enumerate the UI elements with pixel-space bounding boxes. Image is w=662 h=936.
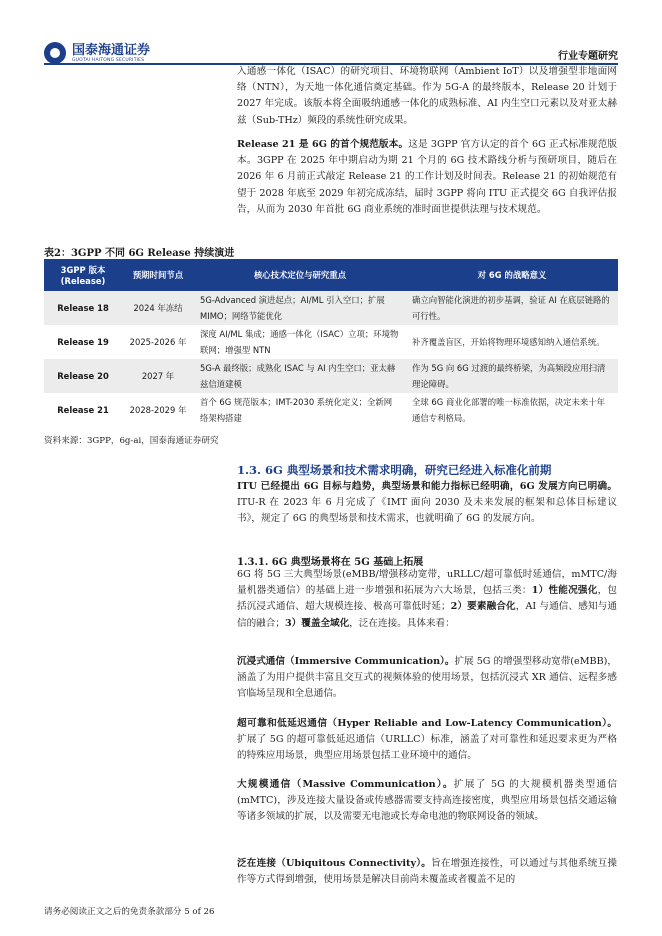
s131-bold-2: 2）要素融合化 xyxy=(450,601,516,613)
cell-release: Release 21 xyxy=(57,405,109,415)
cell-release: Release 20 xyxy=(44,359,122,393)
cell-time: 2025-2026 年 xyxy=(129,337,187,347)
scenario-immersive xyxy=(237,654,617,703)
cell-focus: 5G-Advanced 演进起点；AI/ML 引入空口；扩展 MIMO；网络节能优化 xyxy=(194,291,406,325)
scenario-text: 扩展了 5G 的大规模机器类型通信(mMTC)，涉及连接大量设备或传感器需要支持高连接密度，典型应用场景包括交通运输等诸多领域的扩展，以及需要无电池或长寿命电池的物联网设备的领域。 xyxy=(237,779,617,823)
release-table xyxy=(44,259,618,427)
table-row xyxy=(44,359,618,393)
col-header-meaning: 对 6G 的战略意义 xyxy=(406,259,618,291)
scenario-text: 扩展 5G 的增强型移动宽带(eMBB)，涵盖了为用户提供丰富且交互式的视频体验的使用场景，包括沉浸式 XR 通信、远程多感官临场呈现和全息通信。 xyxy=(237,656,617,700)
section-heading: 1.3. 6G 典型场景和技术需求明确，研究已经进入标准化前期 xyxy=(237,463,552,477)
section13-paragraph xyxy=(237,479,617,528)
release21-lead: Release 21 是 6G 的首个规范版本。 xyxy=(237,139,409,150)
table-row xyxy=(44,291,618,325)
section131-paragraph xyxy=(237,567,617,632)
s131-text-1: 6G 将 5G 三大典型场景(eMBB/增强移动宽带，uRLLC/超可靠低时延通信，mMTC/海量机器类通信）的基础上进一步增强和拓展为六大场景，包括三类： xyxy=(237,569,617,597)
cell-meaning: 确立向智能化演进的初步基调，验证 AI 在底层链路的可行性。 xyxy=(406,291,618,325)
cell-focus: 首个 6G 规范版本；IMT-2030 系统化定义；全新网络架构搭建 xyxy=(200,397,393,423)
scenario-title: 大规模通信（Massive Communication）。 xyxy=(237,779,454,790)
col-header-focus: 核心技术定位与研究重点 xyxy=(194,259,406,291)
s131-text-4: ，泛在连接。具体来看： xyxy=(349,617,455,629)
s131-bold-1: 1）性能况强化 xyxy=(531,585,598,597)
cell-release: Release 19 xyxy=(57,337,109,347)
s131-bold-3: 3）覆盖全域化 xyxy=(284,617,350,629)
s131-text-3: ，AI 与通信、感知与通信的融合； xyxy=(237,601,617,629)
scenario-text: 旨在增强连接性，可以通过与其他系统互操作等方式得到增强，使用场景是解决目前尚未覆盖或者覆盖不足的 xyxy=(237,858,617,886)
cell-focus: 深度 AI/ML 集成；通感一体化（ISAC）立项；环境物联网；增强型 NTN xyxy=(200,329,399,355)
scenario-massive xyxy=(237,777,617,826)
cell-focus: 5G-A 最终版；成熟化 ISAC 与 AI 内生空口；亚太赫兹信道建模 xyxy=(194,359,406,393)
cell-time: 2024 年冻结 xyxy=(122,291,194,325)
scenario-title: 沉浸式通信（Immersive Communication）。 xyxy=(237,656,455,667)
subsection-heading: 1.3.1. 6G 典型场景将在 5G 基础上拓展 xyxy=(237,557,424,568)
cell-meaning: 作为 5G 向 6G 过渡的最终桥梁，为高频段应用扫清理论障碍。 xyxy=(406,359,618,393)
table-title: 表2：3GPP 不同 6G Release 持续演进 xyxy=(44,248,235,259)
s131-text-2: ，包括沉浸式通信、超大规模连接、极高可靠低时延； xyxy=(237,585,618,613)
company-logo xyxy=(44,42,150,64)
intro-text: 入通感一体化（ISAC）的研究项目、环境物联网（Ambient IoT）以及增强型非地面网络（NTN），为天地一体化通信奠定基础。作为 5G-A 的最终版本，Release 20 计划于 2027 年完成。该版本将全面吸纳通感一体化的成熟标准、AI 内生空口元素以及对亚太赫兹（Sub-THz）频段的系统性研究成果。 xyxy=(237,66,617,126)
table-row xyxy=(44,393,618,427)
col-header-release: 3GPP 版本 (Release) xyxy=(44,259,122,291)
col-header-time: 预期时间节点 xyxy=(122,259,194,291)
section13-lead: ITU 已经提出 6G 目标与趋势，典型场景和能力指标已经明确，6G 发展方向已明确。 xyxy=(237,481,617,492)
cell-time: 2027 年 xyxy=(122,359,194,393)
report-type-label: 行业专题研究 xyxy=(558,51,618,62)
logo-text-cn: 国泰海通证券 xyxy=(72,42,151,58)
table-header-row xyxy=(44,259,618,291)
table-source: 资料来源：3GPP，6g-ai，国泰海通证券研究 xyxy=(44,436,219,446)
scenario-ubiquitous xyxy=(237,856,617,888)
scenario-title: 泛在连接（Ubiquitous Connectivity）。 xyxy=(237,858,432,869)
cell-meaning: 全球 6G 商业化部署的唯一标准依据，决定未来十年通信专利格局。 xyxy=(412,397,606,423)
scenario-text: 扩展了 5G 的超可靠低延迟通信（URLLC）标准，涵盖了对可靠性和延迟要求更为严格的特殊应用场景，典型应用场景包括工业环境中的通信。 xyxy=(237,734,617,762)
release21-paragraph xyxy=(237,137,617,218)
logo-icon xyxy=(44,42,66,64)
release21-text: 这是 3GPP 官方认定的首个 6G 正式标准规范版本。3GPP 在 2025 年中期启动为期 21 个月的 6G 技术路线分析与预研项目，随后在 2026 年 6 月前正式敲定 Release 21 的工作计划及时间表。Release 21 的初始规范有望于 2028 年底至 2029 年初完成冻结，届时 3GPP 将向 ITU 正式提交 6G 自我评估报告，从而为 2030 年首批 6G 商业系统的准时面世提供法理与技术规范。 xyxy=(237,139,617,215)
intro-paragraph xyxy=(237,64,617,129)
table-row xyxy=(44,325,618,359)
cell-release: Release 18 xyxy=(44,291,122,325)
scenario-hrllc xyxy=(237,716,617,765)
section13-text: ITU-R 在 2023 年 6 月完成了《IMT 面向 2030 及未来发展的框架和总体目标建议书》，规定了 6G 的典型场景和技术需求，也就明确了 6G 的发展方向。 xyxy=(237,497,617,525)
cell-meaning: 补齐覆盖盲区，开始将物理环境感知纳入通信系统。 xyxy=(412,337,605,347)
cell-time: 2028-2029 年 xyxy=(129,405,187,415)
page-footer: 请务必阅读正文之后的免责条款部分 5 of 26 xyxy=(44,907,215,917)
scenario-title: 超可靠和低延迟通信（Hyper Reliable and Low-Latency Communication）。 xyxy=(237,718,617,729)
logo-text-en: GUOTAI HAITONG SECURITIES xyxy=(72,57,145,63)
